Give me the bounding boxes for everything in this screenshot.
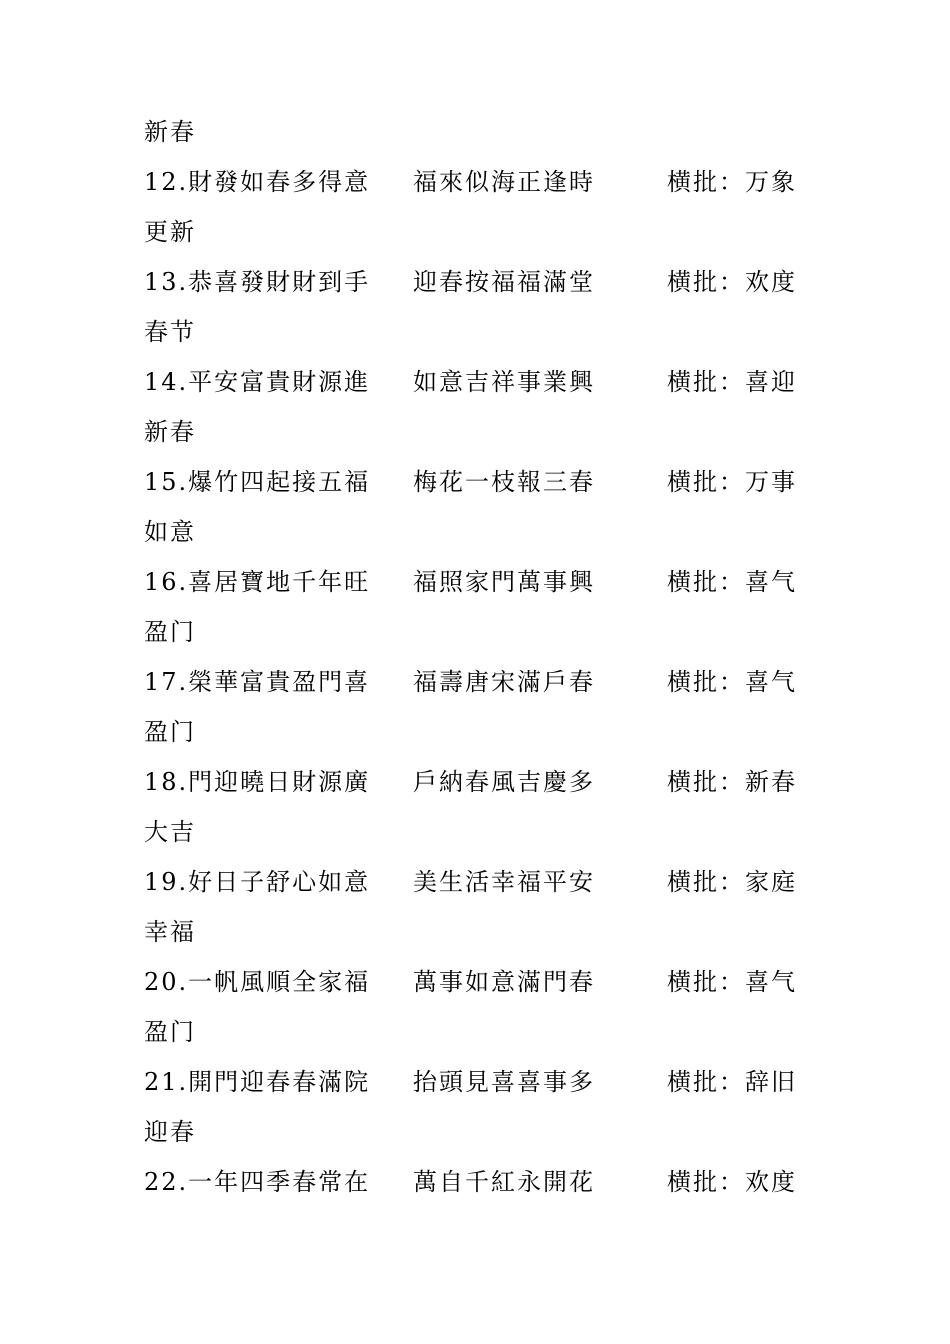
couplet-lower: 梅花一枝報三春	[413, 468, 595, 496]
couplet-lower: 福壽唐宋滿戶春	[413, 668, 595, 696]
couplet-upper	[144, 1057, 370, 1107]
couplet-upper-text: 榮華富貴盈門喜	[188, 668, 371, 696]
continuation-line	[0, 607, 950, 657]
couplet-banner	[667, 657, 797, 707]
continuation-line	[0, 207, 950, 257]
continuation-line	[0, 107, 950, 157]
banner-label: 横批：	[667, 568, 745, 596]
banner-label: 横批：	[667, 968, 745, 996]
couplet-upper	[144, 457, 370, 507]
couplet-lower: 萬事如意滿門春	[413, 968, 595, 996]
banner-continuation: 大吉	[144, 818, 196, 846]
banner-start: 欢度	[745, 1168, 797, 1196]
couplet-number: 20.	[144, 968, 189, 996]
couplet-lower: 萬自千紅永開花	[413, 1168, 595, 1196]
couplet-upper-text: 財發如春多得意	[188, 168, 371, 196]
couplet-upper	[144, 1157, 370, 1207]
continuation-line	[0, 1007, 950, 1057]
couplet-row	[0, 457, 950, 507]
couplet-banner	[667, 557, 797, 607]
banner-continuation: 幸福	[144, 918, 196, 946]
couplet-row	[0, 957, 950, 1007]
couplet-upper-text: 喜居寶地千年旺	[188, 568, 371, 596]
banner-label: 横批：	[667, 1068, 745, 1096]
continuation-line	[0, 807, 950, 857]
banner-continuation: 盈门	[144, 618, 196, 646]
couplet-upper	[144, 957, 370, 1007]
banner-label: 横批：	[667, 868, 745, 896]
couplet-row	[0, 1057, 950, 1107]
couplet-banner	[667, 857, 797, 907]
banner-continuation: 新春	[144, 118, 196, 146]
couplet-banner	[667, 1157, 797, 1207]
couplet-upper-text: 恭喜發財財到手	[188, 268, 371, 296]
banner-label: 横批：	[667, 168, 745, 196]
couplet-row	[0, 1157, 950, 1207]
continuation-line	[0, 707, 950, 757]
couplet-number: 12.	[144, 168, 189, 196]
banner-start: 喜迎	[745, 368, 797, 396]
couplet-upper	[144, 557, 370, 607]
couplet-banner	[667, 1057, 797, 1107]
banner-label: 横批：	[667, 368, 745, 396]
couplet-banner	[667, 157, 797, 207]
continuation-line	[0, 407, 950, 457]
couplet-row	[0, 357, 950, 407]
couplet-banner	[667, 957, 797, 1007]
couplet-lower: 如意吉祥事業興	[413, 368, 595, 396]
couplet-row	[0, 857, 950, 907]
couplet-upper	[144, 357, 370, 407]
couplet-number: 15.	[144, 468, 189, 496]
couplet-number: 16.	[144, 568, 189, 596]
continuation-line	[0, 907, 950, 957]
couplet-row	[0, 157, 950, 207]
couplet-lower: 抬頭見喜喜事多	[413, 1068, 595, 1096]
banner-label: 横批：	[667, 668, 745, 696]
banner-start: 辞旧	[745, 1068, 797, 1096]
couplet-row	[0, 557, 950, 607]
couplet-lower: 戶納春風吉慶多	[413, 768, 595, 796]
banner-continuation: 盈门	[144, 718, 196, 746]
couplet-upper-text: 門迎曉日財源廣	[188, 768, 371, 796]
couplet-upper	[144, 657, 370, 707]
couplet-banner	[667, 357, 797, 407]
couplet-lower: 福照家門萬事興	[413, 568, 595, 596]
couplet-lower: 福來似海正逢時	[413, 168, 595, 196]
continuation-line	[0, 1107, 950, 1157]
banner-start: 欢度	[745, 268, 797, 296]
banner-start: 喜气	[745, 968, 797, 996]
couplet-row	[0, 657, 950, 707]
continuation-line	[0, 507, 950, 557]
couplet-banner	[667, 757, 797, 807]
banner-label: 横批：	[667, 1168, 745, 1196]
banner-start: 新春	[745, 768, 797, 796]
couplet-upper-text: 一帆風順全家福	[188, 968, 371, 996]
couplet-number: 14.	[144, 368, 189, 396]
couplet-number: 22.	[144, 1168, 189, 1196]
banner-start: 万事	[745, 468, 797, 496]
banner-start: 喜气	[745, 668, 797, 696]
couplet-row	[0, 757, 950, 807]
couplet-upper	[144, 257, 370, 307]
banner-start: 家庭	[745, 868, 797, 896]
banner-label: 横批：	[667, 768, 745, 796]
couplet-lower: 迎春按福福滿堂	[413, 268, 595, 296]
couplet-number: 17.	[144, 668, 189, 696]
banner-continuation: 盈门	[144, 1018, 196, 1046]
couplet-banner	[667, 457, 797, 507]
couplet-upper-text: 開門迎春春滿院	[188, 1068, 371, 1096]
couplet-upper-text: 平安富貴財源進	[188, 368, 371, 396]
couplet-upper-text: 爆竹四起接五福	[188, 468, 371, 496]
couplet-upper-text: 一年四季春常在	[188, 1168, 371, 1196]
couplet-banner	[667, 257, 797, 307]
couplet-number: 13.	[144, 268, 189, 296]
couplet-upper	[144, 157, 370, 207]
couplet-row	[0, 257, 950, 307]
banner-start: 万象	[745, 168, 797, 196]
banner-start: 喜气	[745, 568, 797, 596]
couplet-upper-text: 好日子舒心如意	[188, 868, 371, 896]
banner-continuation: 新春	[144, 418, 196, 446]
couplet-number: 19.	[144, 868, 189, 896]
banner-continuation: 更新	[144, 218, 196, 246]
couplet-upper	[144, 757, 370, 807]
banner-continuation: 春节	[144, 318, 196, 346]
continuation-line	[0, 307, 950, 357]
couplet-number: 21.	[144, 1068, 189, 1096]
couplet-number: 18.	[144, 768, 189, 796]
banner-continuation: 如意	[144, 518, 196, 546]
banner-label: 横批：	[667, 468, 745, 496]
couplet-lower: 美生活幸福平安	[413, 868, 595, 896]
banner-continuation: 迎春	[144, 1118, 196, 1146]
couplet-upper	[144, 857, 370, 907]
banner-label: 横批：	[667, 268, 745, 296]
